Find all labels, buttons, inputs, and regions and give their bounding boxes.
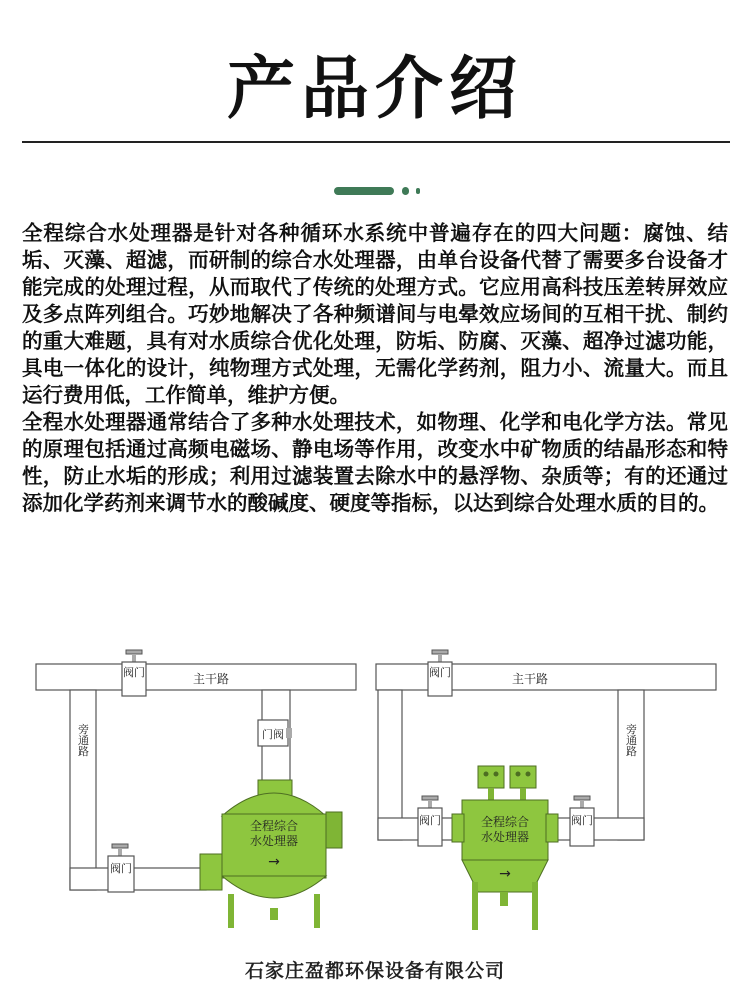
bypass-label-right: 旁通路: [624, 723, 638, 757]
valve-right-outlet: [570, 796, 594, 846]
decorative-bar: [334, 185, 414, 197]
company-name: 石家庄盈都环保设备有限公司: [244, 960, 505, 982]
svg-text:阀门: 阀门: [110, 862, 132, 875]
svg-text:水处理器: 水处理器: [249, 834, 299, 848]
bypass-pipe-left: [70, 690, 96, 890]
installation-diagram: [0, 620, 750, 1000]
title-divider: [22, 141, 730, 143]
intro-paragraph-2: 全程水处理器通常结合了多种水处理技术，如物理、化学和电化学方法。常见的原理包括通过高频电磁场、静电场等作用，改变水中矿物质的结晶形态和特性，防止水垢的形成；利用过滤装置去除水中的悬浮物、杂质等；有的还通过添加化学药剂来调节水的酸碱度、硬度等指标，以达到综合处理水质的目的。: [22, 410, 728, 515]
valve-right-inlet: [418, 796, 442, 846]
page-title: 产品介绍: [226, 50, 523, 129]
valve-right-top: [428, 650, 452, 696]
svg-text:→: →: [268, 854, 280, 870]
svg-text:门阀: 门阀: [262, 728, 284, 741]
svg-text:阀门: 阀门: [419, 814, 441, 827]
main-pipe-label-right: 主干路: [511, 672, 549, 686]
bypass-label-left: 旁通路: [76, 723, 90, 757]
svg-text:阀门: 阀门: [571, 814, 593, 827]
water-processor-left: [200, 780, 342, 928]
intro-text: [22, 220, 728, 517]
svg-text:阀门: 阀门: [123, 666, 145, 679]
svg-text:→: →: [499, 866, 511, 882]
svg-text:全程综合: 全程综合: [249, 819, 299, 833]
svg-text:阀门: 阀门: [429, 666, 451, 679]
valve-left-outlet: [258, 720, 292, 746]
main-pipe-label-left: 主干路: [192, 672, 230, 686]
valve-left-top: [122, 650, 146, 696]
svg-text:全程综合: 全程综合: [480, 815, 530, 829]
svg-text:水处理器: 水处理器: [480, 830, 530, 844]
valve-left-bypass: [108, 844, 134, 892]
water-processor-right: [452, 766, 558, 930]
intro-paragraph-1: 全程综合水处理器是针对各种循环水系统中普遍存在的四大问题：腐蚀、结垢、灭藻、超滤，而研制的综合水处理器，由单台设备代替了需要多台设备才能完成的处理过程，从而取代了传统的处理方式。它应用高科技压差转屏效应及多点阵列组合。巧妙地解决了各种频谱间与电晕效应场间的互相干扰、制约的重大难题，具有对水质综合优化处理，防垢、防腐、灭藻、超净过滤功能，具电一体化的设计，纯物理方式处理，无需化学药剂，阻力小、流量大。而且运行费用低，工作简单，维护方便。: [22, 221, 728, 407]
